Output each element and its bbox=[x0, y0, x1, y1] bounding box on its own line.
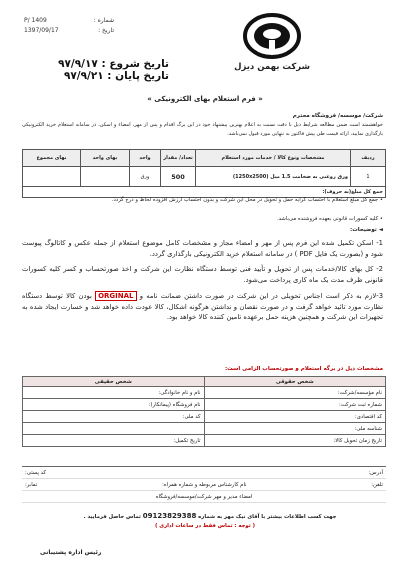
document-meta bbox=[24, 16, 114, 36]
legal-field[interactable]: شماره ثبت شرکت: bbox=[204, 399, 386, 411]
person-label[interactable]: نام کارشناس مربوطه و شماره همراه: bbox=[162, 481, 247, 488]
natural-field[interactable]: کد ملی: bbox=[23, 411, 205, 423]
company-logo bbox=[232, 12, 312, 82]
number-value: P/ 1409 bbox=[24, 17, 47, 24]
note-1: 1- اسکن تکمیل شده این فرم پس از مهر و امضاء مجاز و مشخصات کامل موضوع استعلام از جمله عکس و کاتالوگ پیوست شود و (بصورت یک فایل PDF ) در سامانه استعلام خرید الکترونیکی بارگذاری گردد. bbox=[22, 239, 383, 258]
cell-description: ورق روغنی به ضخامت 1.5 میل (1250x2500) bbox=[196, 167, 351, 187]
contact-line bbox=[40, 512, 380, 520]
office-hours-warning: ( توجه : تماس فقط در ساعات اداری ) bbox=[155, 523, 255, 529]
bahman-diesel-logo-icon bbox=[242, 12, 302, 60]
cell-total-price[interactable] bbox=[23, 167, 81, 187]
natural-header: شخص حقیقی bbox=[23, 377, 205, 387]
natural-field[interactable] bbox=[23, 423, 205, 435]
legal-field[interactable]: نام مؤسسه/شرکت: bbox=[204, 387, 386, 399]
header-index: ردیف bbox=[351, 150, 386, 167]
start-date: تاریخ شروع : ۹۷/۹/۱۷ bbox=[58, 58, 169, 70]
date-label: تاریخ : bbox=[98, 27, 114, 34]
cell-index: 1 bbox=[351, 167, 386, 187]
contact-suffix: تماس حاصل فرمایید . bbox=[83, 514, 141, 520]
date-value: 1397/09/17 bbox=[24, 27, 59, 34]
table-row bbox=[23, 411, 386, 423]
natural-field[interactable]: تاریخ تکمیل: bbox=[23, 435, 205, 447]
note-3-end: بودن کالا توسط دستگاه نظارت مورد تائید خواهد گرفت و در صورت نقصان و نداشتن هرگونه اشکال، کالا عودت داده خواهد شد و خسارت ایجاد شده به تجهیزات این شرکت و همچنین هزینه حمل برعهده تامین کننده کالا خواهد بود. bbox=[22, 292, 383, 321]
header-unit: واحد bbox=[130, 150, 161, 167]
legal-field[interactable]: شناسه ملی: bbox=[204, 423, 386, 435]
notes-title: ◄ توضیحات: bbox=[350, 227, 383, 233]
natural-field[interactable]: نام و نام خانوادگی: bbox=[23, 387, 205, 399]
registration-table bbox=[22, 376, 386, 447]
note-3-start: 3-لازم به ذکر است اجناس تحویلی در این شرکت در صورت داشتن ضمانت نامه و bbox=[139, 292, 384, 300]
table-row bbox=[23, 399, 386, 411]
phone-label[interactable]: تلفن: bbox=[371, 481, 383, 488]
bullet-2: • کلیه کسورات قانونی بعهده فروشنده می‌باشد. bbox=[276, 216, 383, 222]
address-label[interactable]: آدرس: bbox=[368, 469, 383, 476]
table-row bbox=[23, 387, 386, 399]
note-3 bbox=[22, 291, 383, 323]
sign-label: امضاء مدیر و مهر شرکت/موسسه/فروشگاه bbox=[155, 493, 253, 500]
natural-field[interactable]: نام فروشگاه (پیمانکار): bbox=[23, 399, 205, 411]
header-unit-price: بهای واحد bbox=[80, 150, 129, 167]
header-quantity: تعداد/ مقدار bbox=[161, 150, 196, 167]
salutation: شرکت/ موسسه/ فروشگاه محترم bbox=[292, 113, 383, 119]
registration-title: مشخصات ذیل در برگه استعلام و صورتحساب الزامی است: bbox=[224, 366, 383, 372]
number-label: شماره : bbox=[93, 17, 114, 24]
legal-header: شخص حقوقی bbox=[204, 377, 386, 387]
form-title: « فرم استعلام بهای الکترونیکی » bbox=[147, 95, 263, 103]
postal-label[interactable]: کد پستی: bbox=[25, 469, 46, 476]
legal-field[interactable]: تاریخ زمان تحویل کالا: bbox=[204, 435, 386, 447]
note-2: 2- کل بهای کالا/خدمات پس از تحویل و تأیید فنی توسط دستگاه نظارت این شرکت و اخذ صورتحساب و کسر کلیه کسورات قانونی ظرف مدت یک ماه کاری پرداخت می‌شود. bbox=[22, 265, 383, 284]
cell-unit-price[interactable] bbox=[80, 167, 129, 187]
contact-text: جهت کسب اطلاعات بیشتر با آقای نیک مهر به شماره bbox=[198, 514, 337, 520]
contact-phone[interactable]: 09123829388 bbox=[142, 512, 197, 520]
header-description: مشخصات ونوع کالا / خدمات مورد استعلام bbox=[196, 150, 351, 167]
header-total-price: بهای مجموع bbox=[23, 150, 81, 167]
fax-label[interactable]: نمابر: bbox=[25, 481, 38, 488]
legal-field[interactable]: کد اقتصادی: bbox=[204, 411, 386, 423]
company-name: شرکت بهمن دیزل bbox=[234, 62, 310, 72]
cell-unit: ورق bbox=[130, 167, 161, 187]
items-table bbox=[22, 149, 386, 198]
table-row bbox=[23, 435, 386, 447]
table-row bbox=[23, 167, 386, 187]
original-stamp: ORGINAL bbox=[95, 291, 136, 301]
bullet-1: • جمع کل مبلغ استعلام با احتساب کرایه حمل و تحویل در محل این شرکت و بدون احتساب ارزش افزوده لحاظ و درج گردد. bbox=[111, 197, 383, 203]
address-section bbox=[22, 466, 386, 503]
handwritten-dates bbox=[24, 58, 169, 82]
end-date: تاریخ پایان : ۹۷/۹/۲۱ bbox=[63, 70, 169, 82]
cell-quantity: 500 bbox=[161, 167, 196, 187]
table-row bbox=[23, 423, 386, 435]
intro-text: خواهشمند است ضمن مطالعه شرایط ذیل با دقت نسبت به اعلام بهترین پیشنهاد خود در این برگ اقدام و پس از مهر، امضاء و اسکن، در سامانه استعلام خرید الکترونیکی بارگذاری نمایید، ارائه قیمت طی پیش فاکتور به تنهایی مورد قبول نمی‌باشد. bbox=[22, 122, 383, 137]
signoff: رئیس اداره پشتیبانی bbox=[40, 549, 102, 556]
total-label[interactable]: جمع کل مبلغ(به حروف): bbox=[23, 187, 386, 198]
